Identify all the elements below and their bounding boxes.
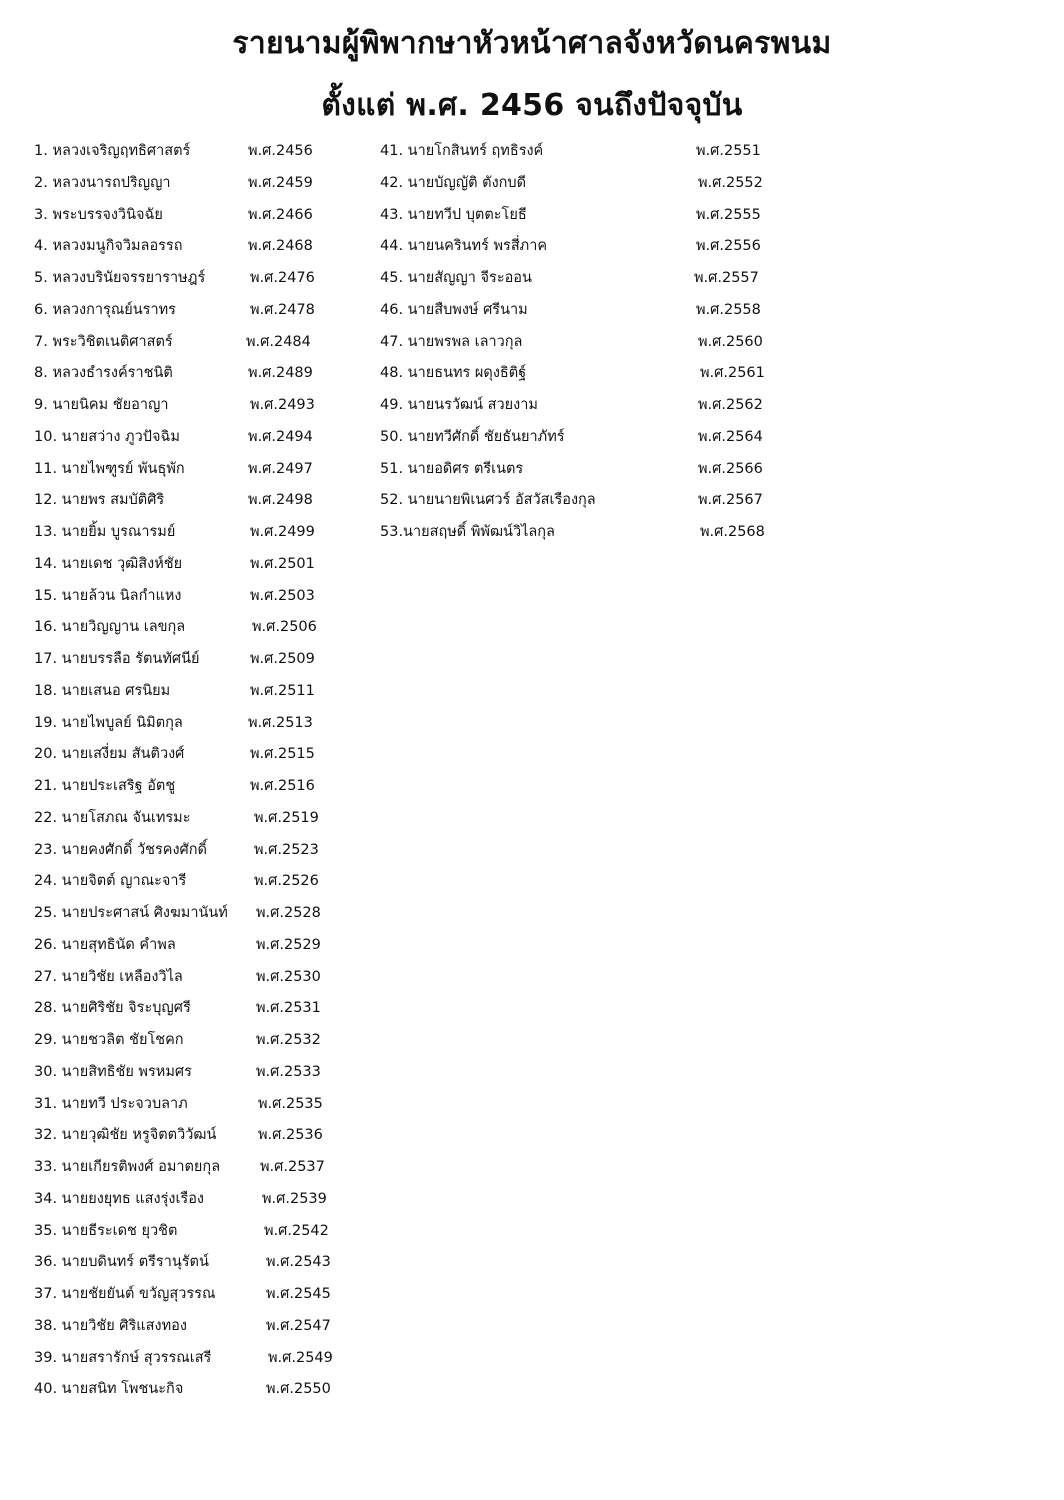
- judge-name: 10. นายสว่าง ภูวปัจฉิม: [34, 428, 180, 445]
- judge-name: 5. หลวงบรินัยจรรยาราษฎร์: [34, 270, 206, 286]
- judge-year: พ.ศ.2528: [256, 905, 321, 921]
- judge-name: 30. นายสิทธิชัย พรหมศร: [34, 1063, 192, 1080]
- judge-name: 28. นายศิริชัย จิระบุญศรี: [34, 1000, 191, 1017]
- judge-name: 40. นายสนิท โพชนะกิจ: [34, 1381, 184, 1398]
- judge-year: พ.ศ.2555: [696, 206, 761, 223]
- judge-year: พ.ศ.2561: [700, 365, 765, 382]
- judge-year: พ.ศ.2537: [260, 1159, 325, 1175]
- judge-name: 6. หลวงการุณย์นราทร: [34, 301, 176, 318]
- judge-year: พ.ศ.2516: [250, 778, 315, 794]
- judge-year: พ.ศ.2547: [266, 1317, 331, 1334]
- judge-year: พ.ศ.2568: [700, 524, 765, 540]
- judge-name: 46. นายสืบพงษ์ ศรีนาม: [380, 301, 528, 318]
- judge-year: พ.ศ.2542: [264, 1222, 329, 1239]
- judge-name: 9. นายนิคม ชัยอาญา: [34, 397, 169, 413]
- judge-year: พ.ศ.2558: [696, 301, 761, 318]
- judge-name: 19. นายไพบูลย์ นิมิตกุล: [34, 714, 183, 731]
- judge-year: พ.ศ.2567: [698, 492, 763, 509]
- judge-year: พ.ศ.2529: [256, 936, 321, 953]
- judge-name: 43. นายทวีป บุตตะโยธี: [380, 206, 527, 223]
- judge-year: พ.ศ.2513: [248, 714, 313, 731]
- judge-name: 16. นายวิญญาน เลขกุล: [34, 619, 186, 636]
- judge-name: 23. นายคงศักดิ์ วัชรคงศักดิ์: [34, 841, 207, 858]
- judge-name: 2. หลวงนารถปริญญา: [34, 174, 171, 191]
- judge-year: พ.ศ.2549: [268, 1349, 333, 1366]
- judge-year: พ.ศ.2494: [248, 428, 313, 445]
- judge-year: พ.ศ.2526: [254, 873, 319, 890]
- judge-year: พ.ศ.2468: [248, 238, 313, 255]
- judge-name: 11. นายไพฑูรย์ พันธุพัก: [34, 460, 185, 477]
- judge-name: 1. หลวงเจริญฤทธิศาสตร์: [34, 143, 191, 159]
- judge-name: 41. นายโกสินทร์ ฤทธิรงค์: [380, 143, 544, 159]
- judge-year: พ.ศ.2552: [698, 174, 763, 191]
- judge-year: พ.ศ.2533: [256, 1063, 321, 1080]
- judge-name: 52. นายนายพิเนศวร์ อัสวัสเรืองกุล: [380, 492, 596, 509]
- judge-year: พ.ศ.2515: [250, 746, 315, 763]
- judge-year: พ.ศ.2530: [256, 968, 321, 985]
- judge-year: พ.ศ.2501: [250, 555, 315, 572]
- judge-name: 39. นายสรารักษ์ สุวรรณเสรี: [34, 1349, 212, 1366]
- judge-name: 31. นายทวี ประจวบลาภ: [34, 1095, 188, 1112]
- judge-year: พ.ศ.2489: [248, 365, 313, 382]
- judge-year: พ.ศ.2539: [262, 1190, 327, 1207]
- judge-year: พ.ศ.2459: [248, 174, 313, 191]
- judge-name: 48. นายธนทร ผดุงธิติฐ์: [380, 365, 527, 382]
- judge-year: พ.ศ.2456: [248, 143, 313, 159]
- judge-name: 49. นายนรวัฒน์ สวยงาม: [380, 397, 538, 413]
- judge-year: พ.ศ.2550: [266, 1381, 331, 1398]
- judge-name: 17. นายบรรลือ รัตนทัศนีย์: [34, 651, 200, 667]
- judge-year: พ.ศ.2523: [254, 841, 319, 858]
- judge-name: 29. นายชวลิต ชัยโชคก: [34, 1032, 184, 1048]
- judge-year: พ.ศ.2564: [698, 428, 763, 445]
- judge-name: 21. นายประเสริฐ อัตชู: [34, 778, 176, 794]
- judge-name: 38. นายวิชัย ศิริแสงทอง: [34, 1317, 187, 1334]
- judge-name: 34. นายยงยุทธ แสงรุ่งเรือง: [34, 1190, 204, 1207]
- judge-year: พ.ศ.2519: [254, 809, 319, 826]
- judge-year: พ.ศ.2551: [696, 143, 761, 159]
- judge-name: 22. นายโสภณ จันเทรมะ: [34, 809, 191, 826]
- judge-year: พ.ศ.2545: [266, 1286, 331, 1302]
- judge-name: 7. พระวิชิตเนติศาสตร์: [34, 333, 173, 350]
- judge-name: 4. หลวงมนูกิจวิมลอรรถ: [34, 238, 183, 255]
- judge-name: 13. นายยิ้ม บูรณารมย์: [34, 524, 176, 540]
- judge-year: พ.ศ.2484: [246, 333, 311, 350]
- judge-year: พ.ศ.2531: [256, 1000, 321, 1017]
- judge-year: พ.ศ.2562: [698, 397, 763, 413]
- judge-name: 32. นายวุฒิชัย หรูจิตตวิวัฒน์: [34, 1127, 217, 1144]
- judge-name: 18. นายเสนอ ศรนิยม: [34, 682, 171, 699]
- judge-year: พ.ศ.2560: [698, 333, 763, 350]
- judge-name: 27. นายวิชัย เหลืองวิไล: [34, 968, 183, 985]
- judge-year: พ.ศ.2498: [248, 492, 313, 509]
- judge-year: พ.ศ.2506: [252, 619, 317, 636]
- judge-year: พ.ศ.2466: [248, 206, 313, 223]
- judge-name: 33. นายเกียรติพงศ์ อมาตยกุล: [34, 1159, 221, 1175]
- judge-name: 45. นายสัญญา จีระออน: [380, 270, 532, 286]
- judge-year: พ.ศ.2511: [250, 682, 315, 699]
- judge-name: 44. นายนครินทร์ พรสี่ภาค: [380, 238, 548, 255]
- judge-name: 12. นายพร สมบัติศิริ: [34, 492, 165, 509]
- judge-year: พ.ศ.2476: [250, 270, 315, 286]
- judge-year: พ.ศ.2497: [248, 460, 313, 477]
- judge-year: พ.ศ.2566: [698, 460, 763, 477]
- judge-name: 47. นายพรพล เลาวกุล: [380, 333, 523, 350]
- judge-year: พ.ศ.2499: [250, 524, 315, 540]
- judge-name: 35. นายธีระเดช ยุวชิต: [34, 1222, 178, 1239]
- judge-year: พ.ศ.2557: [694, 270, 759, 286]
- judge-name: 26. นายสุทธินัด คำพล: [34, 936, 176, 953]
- judge-name: 8. หลวงธำรงค์ราชนิติ: [34, 365, 173, 382]
- judge-name: 15. นายล้วน นิลกำแหง: [34, 587, 182, 604]
- judge-name: 42. นายบัญญัติ ตังกบดี: [380, 174, 527, 191]
- judge-name: 3. พระบรรจงวินิจฉัย: [34, 206, 163, 223]
- judge-year: พ.ศ.2503: [250, 587, 315, 604]
- judge-name: 50. นายทวีศักดิ์ ชัยธันยาภัทร์: [380, 428, 565, 445]
- judge-year: พ.ศ.2493: [250, 397, 315, 413]
- judge-name: 53.นายสฤษดิ์ พิพัฒน์วิไลกุล: [380, 524, 555, 540]
- judge-name: 36. นายบดินทร์ ตรีรานุรัตน์: [34, 1254, 209, 1271]
- page-title: รายนามผู้พิพากษาหัวหน้าศาลจังหวัดนครพนม: [232, 26, 832, 61]
- page-subtitle: ตั้งแต่ พ.ศ. 2456 จนถึงปัจจุบัน: [321, 88, 743, 123]
- judge-year: พ.ศ.2532: [256, 1032, 321, 1048]
- judge-name: 24. นายจิตต์ ญาณะจารี: [34, 873, 187, 890]
- judge-year: พ.ศ.2536: [258, 1127, 323, 1144]
- judge-name: 20. นายเสงี่ยม สันติวงศ์: [34, 746, 185, 763]
- judge-name: 14. นายเดช วุฒิสิงห์ชัย: [34, 555, 183, 572]
- judge-year: พ.ศ.2543: [266, 1254, 331, 1271]
- judge-name: 37. นายชัยยันต์ ขวัญสุวรรณ: [34, 1286, 216, 1302]
- judge-year: พ.ศ.2509: [250, 651, 315, 667]
- judge-name: 25. นายประศาสน์ ศิงฆมานันท์: [34, 905, 228, 921]
- judge-year: พ.ศ.2535: [258, 1095, 323, 1112]
- judge-year: พ.ศ.2478: [250, 301, 315, 318]
- judge-name: 51. นายอดิศร ตรีเนตร: [380, 460, 524, 477]
- judge-year: พ.ศ.2556: [696, 238, 761, 255]
